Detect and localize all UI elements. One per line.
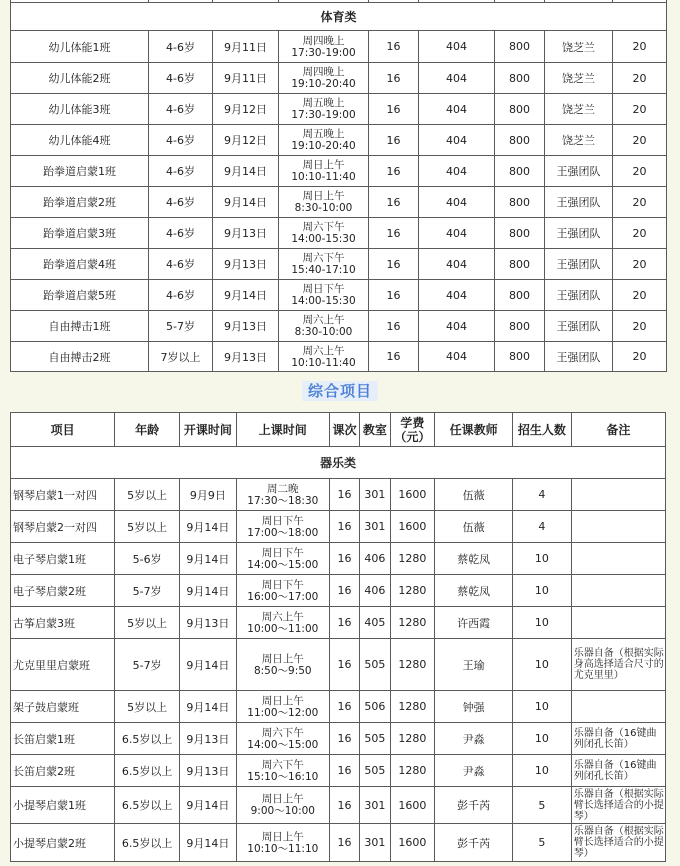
table-row: [11, 156, 667, 187]
category-music: 器乐类: [11, 447, 666, 479]
category-row: [11, 447, 666, 479]
table-row: [11, 787, 666, 824]
time-range: 14:00～15:00: [247, 738, 319, 751]
tuition: 800: [495, 218, 545, 249]
sessions: 16: [329, 787, 359, 824]
course-name: 架子鼓启蒙班: [11, 691, 115, 723]
sessions: 16: [369, 156, 419, 187]
teacher: 王强团队: [545, 218, 613, 249]
course-name: 幼儿体能4班: [11, 125, 149, 156]
tuition: 800: [495, 187, 545, 218]
table-row: [11, 479, 666, 511]
teacher: 尹淼: [435, 755, 513, 787]
table-row: [11, 691, 666, 723]
notes: 乐器自备（16键曲列闭孔长笛）: [571, 755, 665, 787]
time-day: 周六上午: [302, 314, 345, 326]
classroom: 404: [419, 156, 495, 187]
classroom: 404: [419, 342, 495, 372]
sessions: 16: [329, 575, 359, 607]
time-day: 周日上午: [302, 159, 345, 171]
age: 5岁以上: [115, 607, 180, 639]
time-day: 周六上午: [302, 344, 345, 357]
notes: 乐器自备（根据实际臂长选择适合的小提琴）: [571, 824, 665, 862]
age: 4-6岁: [149, 94, 213, 125]
sessions: 16: [329, 639, 359, 691]
table-row: [11, 575, 666, 607]
teacher: 饶芝兰: [545, 125, 613, 156]
course-name: 跆拳道启蒙4班: [11, 249, 149, 280]
tuition: 1600: [390, 479, 435, 511]
header-enrollment: 招生人数: [513, 413, 572, 447]
time-cell: [279, 249, 369, 280]
classroom: 301: [360, 787, 390, 824]
time-range: 8:30-10:00: [294, 202, 353, 214]
enrollment: 5: [513, 787, 572, 824]
start-date: 9月11日: [213, 63, 279, 94]
start-date: 9月12日: [213, 94, 279, 125]
course-name: 跆拳道启蒙2班: [11, 187, 149, 218]
time-cell: [279, 280, 369, 311]
time-cell: [236, 824, 329, 862]
time-range: 15:40-17:10: [291, 264, 356, 276]
enrollment: 20: [613, 125, 667, 156]
time-range: 19:10-20:40: [291, 140, 356, 152]
start-date: 9月14日: [213, 156, 279, 187]
time-range: 10:10-11:40: [291, 171, 356, 183]
sessions: 16: [329, 824, 359, 862]
sessions: 16: [369, 125, 419, 156]
enrollment: 20: [613, 31, 667, 63]
enrollment: 20: [613, 280, 667, 311]
age: 5岁以上: [115, 691, 180, 723]
tuition: 800: [495, 342, 545, 372]
notes: [571, 607, 665, 639]
teacher: 饶芝兰: [545, 31, 613, 63]
time-cell: [236, 755, 329, 787]
start-date: 9月14日: [180, 511, 237, 543]
classroom: 301: [360, 824, 390, 862]
teacher: 伍薇: [435, 511, 513, 543]
age: 4-6岁: [149, 156, 213, 187]
enrollment: 20: [613, 156, 667, 187]
time-cell: [236, 639, 329, 691]
table-row: [11, 755, 666, 787]
tuition: 800: [495, 63, 545, 94]
tuition: 800: [495, 311, 545, 342]
header-project: 项目: [11, 413, 115, 447]
time-cell: [236, 723, 329, 755]
classroom: 404: [419, 280, 495, 311]
course-name: 小提琴启蒙1班: [11, 787, 115, 824]
table-row: [11, 607, 666, 639]
notes: 乐器自备（16键曲列闭孔长笛）: [571, 723, 665, 755]
enrollment: 10: [513, 723, 572, 755]
table-row: [11, 511, 666, 543]
time-range: 15:10～16:10: [247, 770, 319, 783]
age: 5-7岁: [115, 639, 180, 691]
classroom: 506: [360, 691, 390, 723]
sessions: 16: [369, 249, 419, 280]
time-cell: [279, 311, 369, 342]
time-range: 10:00～11:00: [247, 622, 319, 635]
time-cell: [279, 156, 369, 187]
time-day: 周六下午: [302, 221, 345, 233]
sessions: 16: [329, 479, 359, 511]
start-date: 9月14日: [180, 691, 237, 723]
time-range: 10:10-11:40: [291, 356, 356, 369]
classroom: 406: [360, 575, 390, 607]
table-row: [11, 639, 666, 691]
start-date: 9月13日: [213, 249, 279, 280]
teacher: 彭千芮: [435, 824, 513, 862]
time-range: 10:10～11:10: [247, 842, 319, 855]
tuition: 1600: [390, 787, 435, 824]
enrollment: 10: [513, 755, 572, 787]
table-row: [11, 249, 667, 280]
teacher: 蔡乾凤: [435, 543, 513, 575]
age: 5-6岁: [115, 543, 180, 575]
time-cell: [236, 479, 329, 511]
course-name: 古筝启蒙3班: [11, 607, 115, 639]
enrollment: 20: [613, 63, 667, 94]
table-row: [11, 280, 667, 311]
classroom: 505: [360, 755, 390, 787]
sessions: 16: [369, 94, 419, 125]
header-age: 年龄: [115, 413, 180, 447]
classroom: 505: [360, 639, 390, 691]
teacher: 王强团队: [545, 280, 613, 311]
course-name: 电子琴启蒙1班: [11, 543, 115, 575]
tuition: 1280: [390, 607, 435, 639]
age: 5岁以上: [115, 479, 180, 511]
time-day: 周日上午: [261, 793, 304, 805]
enrollment: 10: [513, 691, 572, 723]
tuition: 1280: [390, 723, 435, 755]
table-row: [11, 218, 667, 249]
time-cell: [279, 125, 369, 156]
teacher: 王强团队: [545, 249, 613, 280]
start-date: 9月14日: [213, 187, 279, 218]
time-range: 8:30-10:00: [294, 326, 353, 338]
teacher: 饶芝兰: [545, 94, 613, 125]
classroom: 404: [419, 311, 495, 342]
age: 5-7岁: [149, 311, 213, 342]
table-row: [11, 824, 666, 862]
time-cell: [279, 63, 369, 94]
enrollment: 20: [613, 94, 667, 125]
notes: [571, 543, 665, 575]
header-start-date: 开课时间: [180, 413, 237, 447]
tuition: 800: [495, 125, 545, 156]
teacher: 王强团队: [545, 187, 613, 218]
age: 6.5岁以上: [115, 787, 180, 824]
time-day: 周日下午: [302, 283, 345, 295]
sessions: 16: [329, 755, 359, 787]
enrollment: 20: [613, 218, 667, 249]
music-class-table: [10, 412, 666, 862]
start-date: 9月13日: [213, 342, 279, 372]
classroom: 404: [419, 249, 495, 280]
course-name: 尤克里里启蒙班: [11, 639, 115, 691]
start-date: 9月14日: [180, 543, 237, 575]
time-range: 17:30-19:00: [291, 46, 356, 59]
course-name: 幼儿体能2班: [11, 63, 149, 94]
tuition: 1280: [390, 691, 435, 723]
time-range: 14:00-15:30: [291, 295, 356, 307]
category-row: [11, 3, 667, 31]
time-day: 周二晚: [267, 482, 299, 495]
start-date: 9月11日: [213, 31, 279, 63]
sessions: 16: [329, 607, 359, 639]
enrollment: 10: [513, 607, 572, 639]
header-teacher: 任课教师: [435, 413, 513, 447]
time-day: 周四晚上: [302, 34, 345, 47]
category-sports: 体育类: [11, 3, 667, 31]
table-row: [11, 543, 666, 575]
teacher: 王强团队: [545, 156, 613, 187]
age: 6.5岁以上: [115, 755, 180, 787]
tuition: 800: [495, 31, 545, 63]
time-day: 周六上午: [261, 610, 304, 623]
sessions: 16: [329, 511, 359, 543]
teacher: 伍薇: [435, 479, 513, 511]
start-date: 9月13日: [180, 723, 237, 755]
sessions: 16: [329, 691, 359, 723]
start-date: 9月13日: [213, 311, 279, 342]
time-range: 19:10-20:40: [291, 78, 356, 90]
age: 4-6岁: [149, 63, 213, 94]
section-title: 综合项目: [0, 380, 680, 401]
time-range: 14:00～15:00: [247, 558, 319, 571]
sessions: 16: [369, 218, 419, 249]
teacher: 王强团队: [545, 311, 613, 342]
time-day: 周日上午: [261, 694, 304, 707]
teacher: 许西霞: [435, 607, 513, 639]
sessions: 16: [329, 543, 359, 575]
age: 4-6岁: [149, 218, 213, 249]
sessions: 16: [369, 342, 419, 372]
course-name: 自由搏击1班: [11, 311, 149, 342]
time-cell: [236, 691, 329, 723]
teacher: 饶芝兰: [545, 63, 613, 94]
time-range: 14:00-15:30: [291, 233, 356, 245]
enrollment: 20: [613, 187, 667, 218]
time-cell: [236, 543, 329, 575]
tuition: 800: [495, 280, 545, 311]
classroom: 404: [419, 94, 495, 125]
tuition: 1280: [390, 755, 435, 787]
time-range: 8:50～9:50: [253, 664, 312, 677]
time-range: 17:30～18:30: [247, 494, 319, 507]
classroom: 505: [360, 723, 390, 755]
classroom: 404: [419, 218, 495, 249]
tuition: 1600: [390, 511, 435, 543]
time-day: 周日上午: [261, 830, 304, 843]
enrollment: 4: [513, 511, 572, 543]
tuition: 1280: [390, 639, 435, 691]
enrollment: 10: [513, 543, 572, 575]
header-classroom: 教室: [360, 413, 390, 447]
start-date: 9月13日: [213, 218, 279, 249]
teacher: 王瑜: [435, 639, 513, 691]
time-cell: [236, 787, 329, 824]
tuition: 1600: [390, 824, 435, 862]
enrollment: 10: [513, 639, 572, 691]
enrollment: 20: [613, 342, 667, 372]
sessions: 16: [329, 723, 359, 755]
tuition: 800: [495, 156, 545, 187]
table-row: [11, 94, 667, 125]
course-name: 长笛启蒙1班: [11, 723, 115, 755]
teacher: 钟强: [435, 691, 513, 723]
time-range: 9:00～10:00: [250, 805, 315, 817]
age: 4-6岁: [149, 31, 213, 63]
time-cell: [279, 218, 369, 249]
time-day: 周日下午: [261, 546, 304, 559]
course-name: 自由搏击2班: [11, 342, 149, 372]
table-row: [11, 125, 667, 156]
course-name: 幼儿体能1班: [11, 31, 149, 63]
age: 4-6岁: [149, 280, 213, 311]
start-date: 9月12日: [213, 125, 279, 156]
classroom: 404: [419, 187, 495, 218]
time-day: 周五晚上: [302, 128, 345, 140]
time-cell: [236, 607, 329, 639]
time-cell: [279, 94, 369, 125]
course-name: 小提琴启蒙2班: [11, 824, 115, 862]
notes: [571, 479, 665, 511]
age: 4-6岁: [149, 125, 213, 156]
header-notes: 备注: [571, 413, 665, 447]
enrollment: 20: [613, 311, 667, 342]
age: 5-7岁: [115, 575, 180, 607]
age: 5岁以上: [115, 511, 180, 543]
sessions: 16: [369, 280, 419, 311]
time-range: 17:30-19:00: [291, 109, 356, 121]
time-day: 周日上午: [302, 190, 345, 202]
sessions: 16: [369, 187, 419, 218]
classroom: 301: [360, 511, 390, 543]
age: 7岁以上: [149, 342, 213, 372]
table-row: [11, 723, 666, 755]
course-name: 跆拳道启蒙1班: [11, 156, 149, 187]
age: 4-6岁: [149, 187, 213, 218]
enrollment: 5: [513, 824, 572, 862]
notes: 乐器自备（根据实际臂长选择适合的小提琴）: [571, 787, 665, 824]
notes: [571, 575, 665, 607]
table-row: [11, 31, 667, 63]
time-cell: [279, 31, 369, 63]
start-date: 9月14日: [180, 575, 237, 607]
header-row: [11, 413, 666, 447]
start-date: 9月14日: [180, 824, 237, 862]
notes: [571, 691, 665, 723]
time-cell: [279, 342, 369, 372]
table-row: [11, 187, 667, 218]
teacher: 王强团队: [545, 342, 613, 372]
header-class-time: 上课时间: [236, 413, 329, 447]
table-row: [11, 311, 667, 342]
time-day: 周五晚上: [302, 97, 345, 109]
start-date: 9月9日: [180, 479, 237, 511]
course-name: 幼儿体能3班: [11, 94, 149, 125]
time-day: 周四晚上: [302, 66, 345, 78]
teacher: 彭千芮: [435, 787, 513, 824]
tuition: 1280: [390, 575, 435, 607]
tuition: 1280: [390, 543, 435, 575]
classroom: 404: [419, 31, 495, 63]
age: 6.5岁以上: [115, 723, 180, 755]
course-name: 长笛启蒙2班: [11, 755, 115, 787]
time-cell: [279, 187, 369, 218]
start-date: 9月14日: [213, 280, 279, 311]
start-date: 9月14日: [180, 787, 237, 824]
start-date: 9月13日: [180, 607, 237, 639]
header-sessions: 课次: [329, 413, 359, 447]
header-tuition: 学费 （元）: [390, 413, 435, 447]
sessions: 16: [369, 63, 419, 94]
time-day: 周日下午: [261, 514, 304, 527]
teacher: 尹淼: [435, 723, 513, 755]
start-date: 9月14日: [180, 639, 237, 691]
enrollment: 4: [513, 479, 572, 511]
classroom: 405: [360, 607, 390, 639]
enrollment: 10: [513, 575, 572, 607]
course-name: 钢琴启蒙1一对四: [11, 479, 115, 511]
course-name: 跆拳道启蒙3班: [11, 218, 149, 249]
tuition: 800: [495, 94, 545, 125]
time-cell: [236, 575, 329, 607]
time-range: 11:00～12:00: [247, 706, 319, 719]
sports-class-table: [10, 0, 667, 372]
classroom: 404: [419, 63, 495, 94]
table-row: [11, 342, 667, 372]
course-name: 跆拳道启蒙5班: [11, 280, 149, 311]
teacher: 蔡乾凤: [435, 575, 513, 607]
table-row: [11, 63, 667, 94]
start-date: 9月13日: [180, 755, 237, 787]
sessions: 16: [369, 31, 419, 63]
age: 6.5岁以上: [115, 824, 180, 862]
classroom: 404: [419, 125, 495, 156]
notes: 乐器自备（根据实际身高选择适合尺寸的尤克里里）: [571, 639, 665, 691]
course-name: 电子琴启蒙2班: [11, 575, 115, 607]
time-day: 周六下午: [261, 726, 304, 739]
classroom: 406: [360, 543, 390, 575]
time-range: 16:00～17:00: [247, 590, 319, 603]
time-day: 周六下午: [261, 758, 304, 771]
time-range: 17:00～18:00: [247, 526, 319, 539]
time-day: 周六下午: [302, 252, 345, 264]
time-cell: [236, 511, 329, 543]
sessions: 16: [369, 311, 419, 342]
tuition: 800: [495, 249, 545, 280]
time-day: 周日上午: [261, 652, 304, 665]
enrollment: 20: [613, 249, 667, 280]
course-name: 钢琴启蒙2一对四: [11, 511, 115, 543]
classroom: 301: [360, 479, 390, 511]
age: 4-6岁: [149, 249, 213, 280]
notes: [571, 511, 665, 543]
time-day: 周日下午: [261, 578, 304, 591]
